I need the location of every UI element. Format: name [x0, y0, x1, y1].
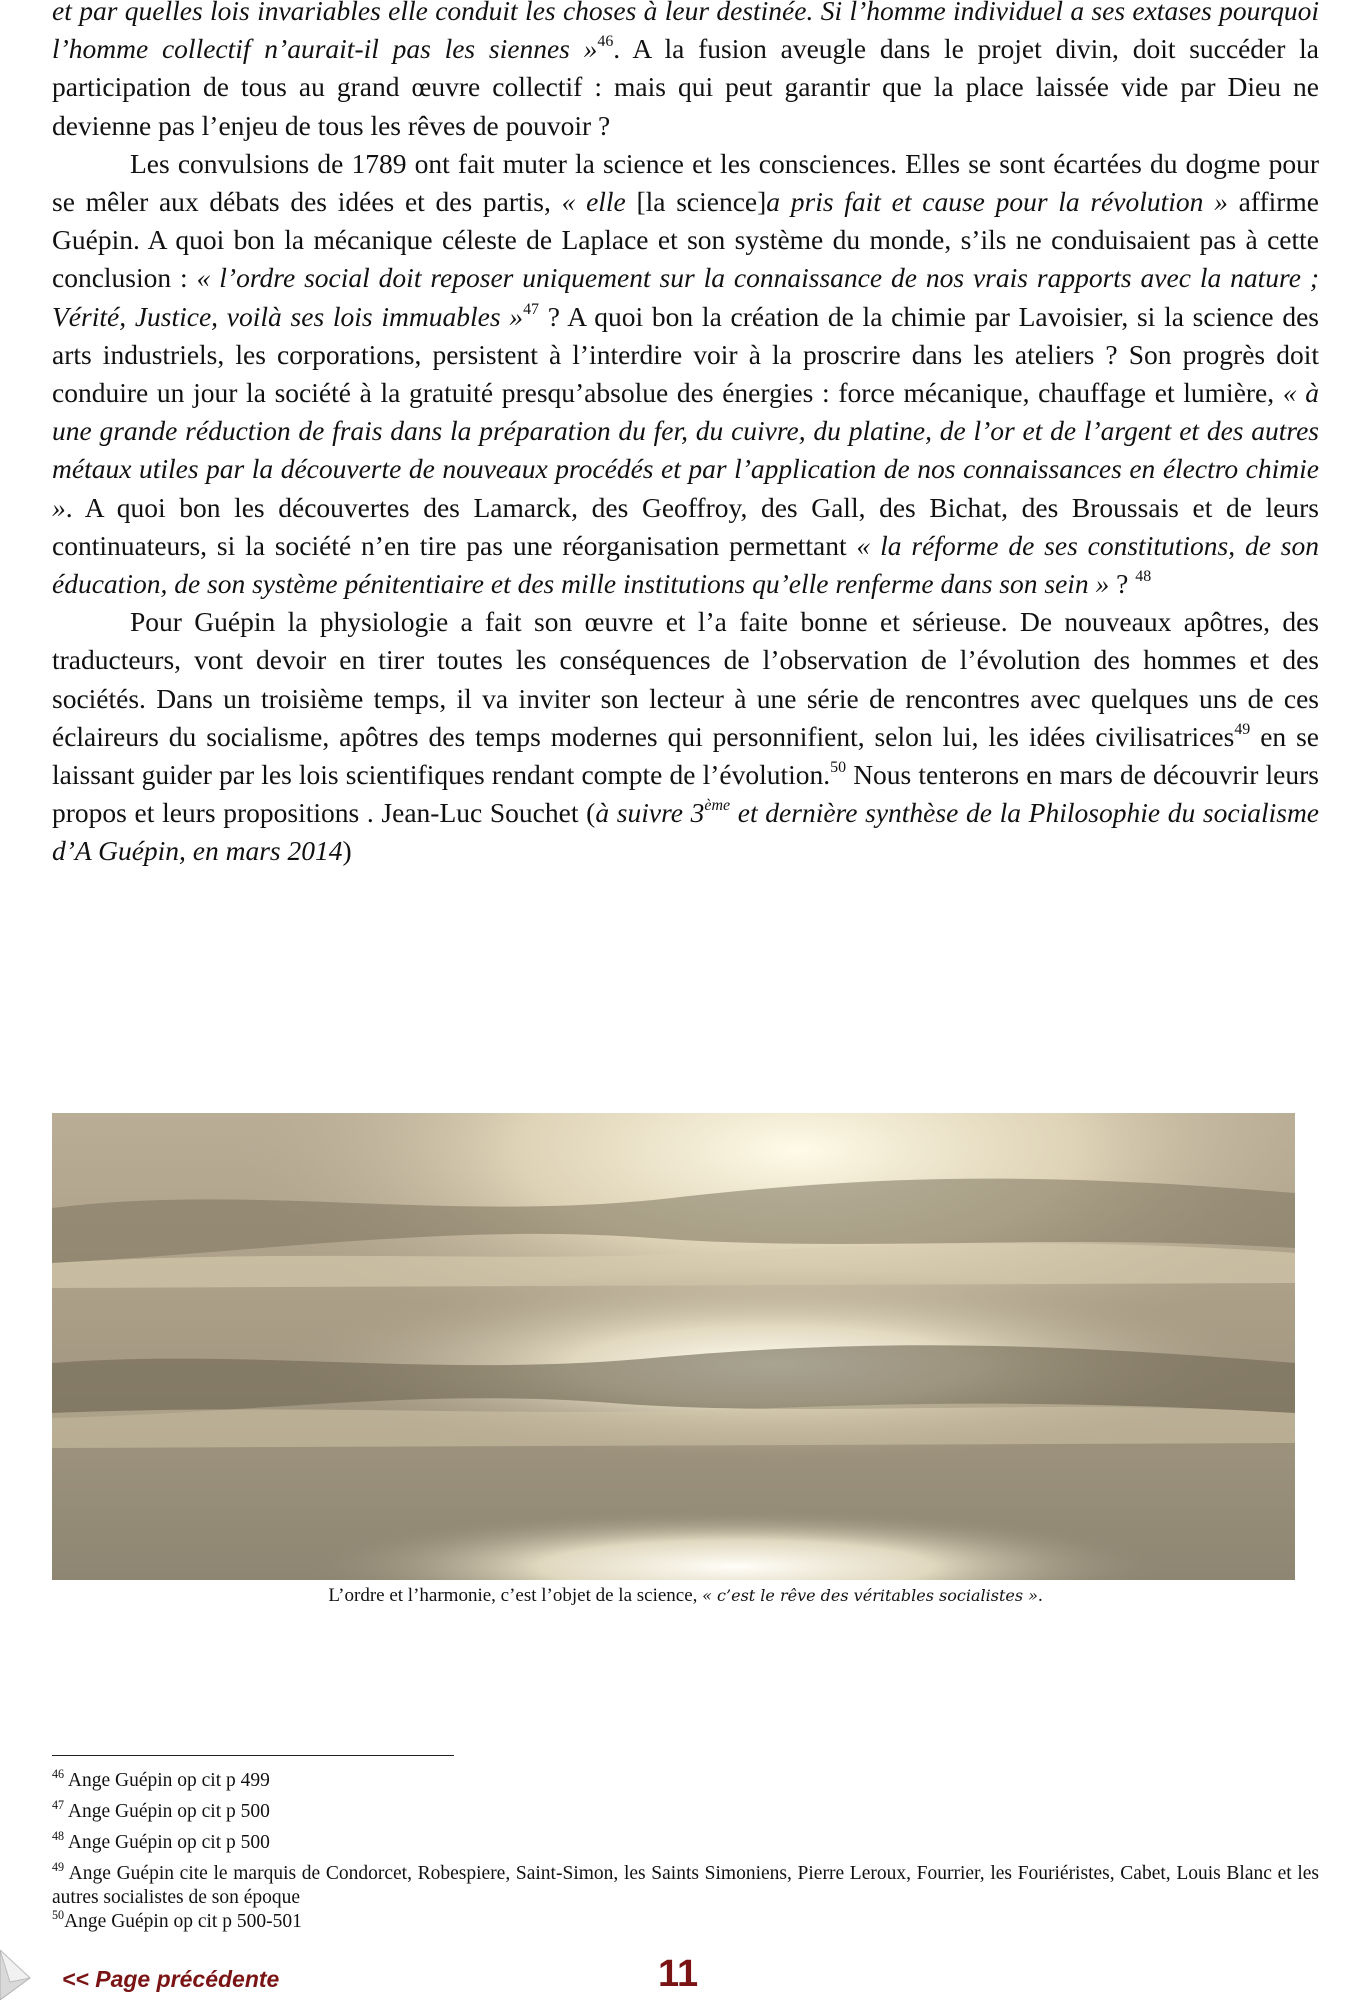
footnote-49: $^{49}$ Ange Guépin cite le marquis de Condorcet, Robespiere, Saint-Simon, les Saints Simoniens, Pierre Leroux, Fourrier, les Fouriéristes, Cabet, Louis Blanc et les autres socialistes de son époque [52, 1860, 1319, 1908]
paragraph-3: Pour Guépin la physiologie a fait son œuvre et l’a faite bonne et sérieuse. De nouveaux apôtres, des traducteurs, vont devoir en tirer toutes les conséquences de l’observation de l’évolution des hommes et des sociétés. Dans un troisième temps, il va inviter son lecteur à une série de rencontres avec quelques uns de ces éclaireurs du socialisme, apôtres des temps modernes qui personnifient, selon lui, les idées civilisatrices$^{49}$ en se laissant guider par les lois scientifiques rendant compte de l’évolution.$^{50}$ Nous tenterons en mars de découvrir leurs propos et leurs propositions . Jean-Luc Souchet (à suivre 3ème et dernière synthèse de la Philosophie du socialisme d’A Guépin, en mars 2014) [52, 606, 1320, 867]
page-curl-icon[interactable] [0, 1938, 46, 2000]
footnote-47: $^{47}$ Ange Guépin op cit p 500 [52, 1798, 270, 1822]
footnote-ref-50[interactable]: 50 [830, 759, 847, 777]
page-number: 11 [658, 1953, 699, 1995]
photo-caption: L’ordre et l’harmonie, c’est l’objet de la science, « c’est le rêve des véritables socialistes ». [328, 1585, 1043, 1606]
footnote-50: $^{50}$Ange Guépin op cit p 500-501 [52, 1908, 302, 1932]
previous-page-link[interactable]: << Page précédente [62, 1966, 280, 1992]
paragraph-2: Les convulsions de 1789 ont fait muter la science et les consciences. Elles se sont écartées du dogme pour se mêler aux débats des idées et des partis, « elle [la science]a pris fait et cause pour la révolution » affirme Guépin. A quoi bon la mécanique céleste de Laplace et son système du monde, s’ils ne conduisaient pas à cette conclusion : « l’ordre social doit reposer uniquement sur la connaissance de nos vrais rapports avec la nature ; Vérité, Justice, voilà ses lois immuables »$^{47}$ ? A quoi bon la création de la chimie par Lavoisier, si la science des arts industriels, les corporations, persistent à l’interdire voir à la proscrire dans les ateliers ? Son progrès doit conduire un jour la société à la gratuité presqu’absolue des énergies : force mécanique, chauffage et lumière, « à une grande réduction de frais dans la préparation du fer, du cuivre, du platine, de l’or et de l’argent et des autres métaux utiles par la découverte de nouveaux procédés et par l’application de nos connaissances en électro chimie ». A quoi bon les découvertes des Lamarck, des Geoffroy, des Gall, des Bichat, des Broussais et de leurs continuateurs, si la société n’en tire pas une réorganisation permettant « la réforme de ses constitutions, de son éducation, de son système pénitentiaire et des mille institutions qu’elle renferme dans son sein » ? $^{48}$ [52, 147, 1320, 600]
sea-waves-photo [52, 1113, 1295, 1580]
paragraph-1: et par quelles lois invariables elle conduit les choses à leur destinée. Si l’homme individuel a ses extases pourquoi l’homme collectif n’aurait-il pas les siennes »$^{46}$. A la fusion aveugle dans le projet divin, doit succéder la participation de tous au grand œuvre collectif : mais qui peut garantir que la place laissée vide par Dieu ne devienne pas l’enjeu de tous les rêves de pouvoir ? [52, 0, 1320, 141]
footnote-separator [52, 1755, 454, 1756]
footnote-ref-46[interactable]: 46 [597, 33, 614, 51]
article-body [52, 0, 1319, 871]
footnotes [52, 1769, 1319, 1934]
footnote-46: $^{46}$ Ange Guépin op cit p 499 [52, 1767, 270, 1791]
footnote-48: $^{48}$ Ange Guépin op cit p 500 [52, 1829, 270, 1853]
sea-waves-image [52, 1113, 1295, 1580]
footnote-ref-48[interactable]: 48 [1135, 568, 1152, 586]
footnote-ref-47[interactable]: 47 [523, 300, 539, 318]
footnote-ref-49[interactable]: 49 [1234, 720, 1251, 738]
